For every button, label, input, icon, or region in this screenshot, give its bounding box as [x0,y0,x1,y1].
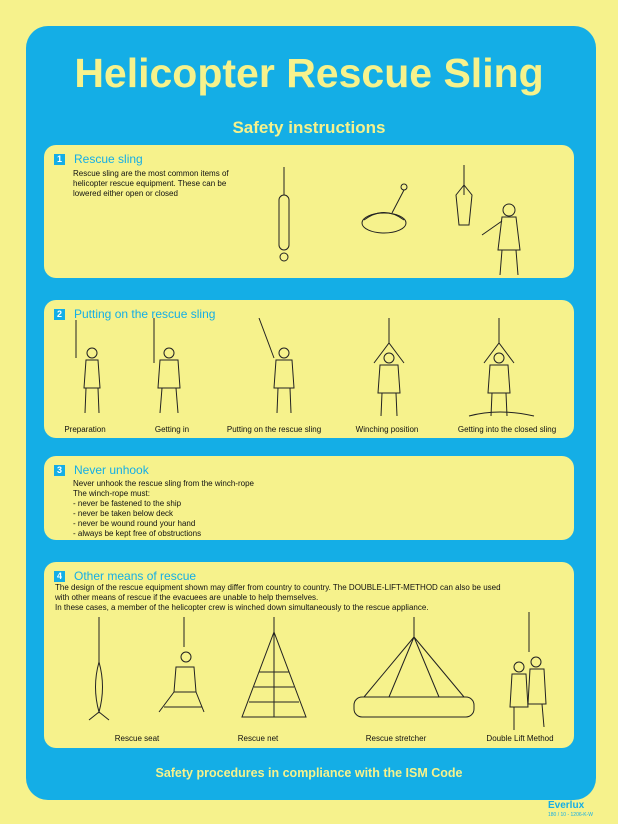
caption-getting-in: Getting in [154,425,190,434]
product-code: 180 / 10 - 1206-K-W [548,812,594,818]
brand-logo: Everlux [548,800,585,811]
rescue-sling-illustration [264,165,564,277]
caption-winching-position: Winching position [355,425,419,434]
caption-putting-on: Putting on the rescue sling [226,425,322,434]
putting-on-illustrations [44,318,574,418]
page-subtitle: Safety instructions [232,118,386,137]
section-other-means [44,562,574,748]
section-heading: Putting on the rescue sling [74,307,216,321]
section-never-unhook [44,456,574,540]
section-heading: Other means of rescue [74,569,197,583]
section-heading: Rescue sling [74,152,143,166]
caption-rescue-stretcher: Rescue stretcher [365,734,427,743]
section-rescue-sling [44,145,574,278]
section-number: 3 [54,465,65,476]
section-number: 4 [54,571,65,582]
section-number: 2 [54,309,65,320]
section-text: Rescue sling are the most common items of helicopter rescue equipment. These can be lowered either open or closed [73,169,229,198]
caption-rescue-seat: Rescue seat [114,734,160,743]
caption-rescue-net: Rescue net [237,734,279,743]
rescue-means-illustrations [44,612,574,732]
section-text: Never unhook the rescue sling from the winch-rope The winch-rope must: - never be fastened to the ship - never be taken below deck - never be wound round your hand - always be kept free of obstructions [73,479,254,538]
section-number: 1 [54,154,65,165]
section-heading: Never unhook [74,463,149,477]
footer-text: Safety procedures in compliance with the ISM Code [155,766,463,780]
caption-double-lift: Double Lift Method [486,734,554,743]
page-title: Helicopter Rescue Sling [74,50,544,96]
section-putting-on [44,300,574,438]
caption-closed-sling: Getting into the closed sling [457,425,557,434]
caption-preparation: Preparation [64,425,106,434]
section-text: The design of the rescue equipment shown may differ from country to country. The DOUBLE-LIFT-METHOD can also be used with other means of rescue if the evacuees are unable to help themselves. In these cases, a member of the helicopter crew is winched down simultaneously to the rescue appliance. [55,583,501,612]
